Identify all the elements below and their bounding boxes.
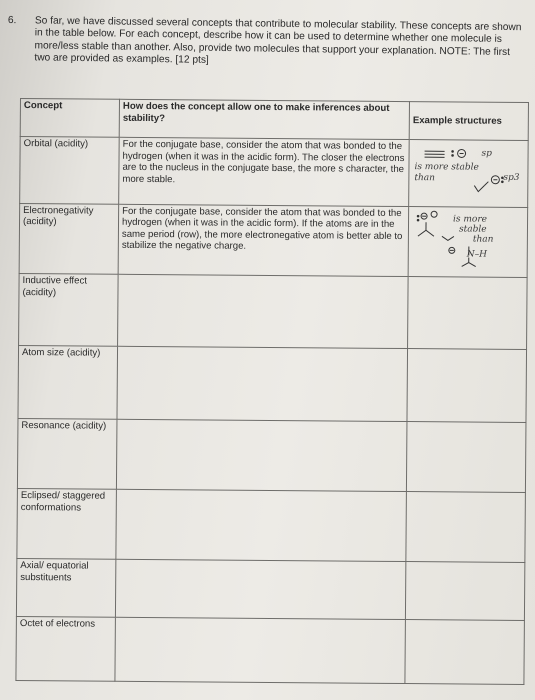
table-row (17, 419, 526, 493)
hand-than: than (414, 173, 435, 184)
concept-cell: Eclipsed/ staggered conformations (17, 489, 117, 560)
example-cell[interactable] (409, 140, 529, 208)
table-row (18, 346, 527, 423)
hand-sp3: sp3 (503, 172, 520, 183)
table-row (19, 274, 528, 350)
how-cell[interactable] (116, 489, 407, 561)
example-cell[interactable] (405, 562, 524, 621)
how-cell: For the conjugate base, consider the atom that was bonded to the hydrogen (when it was in the acidic form). The closer the electrons are to the nucleus in the conjugate base, the more s character, the more stable. (119, 137, 410, 206)
hand-more-stable: is more stable (414, 162, 479, 173)
hand-sp: sp (481, 148, 493, 159)
table-row (17, 489, 526, 563)
example-cell[interactable] (408, 277, 528, 350)
header-example: Example structures (409, 102, 528, 141)
table-row (16, 617, 524, 685)
how-cell: For the conjugate base, consider the atom that was bonded to the hydrogen (when it was in the acidic form). If the atoms are in the same period (row), the more electronegative atom is better able to stabilize the negative charge. (118, 204, 409, 277)
concept-cell: Axial/ equatorial substituents (16, 559, 115, 618)
example-cell[interactable] (407, 349, 527, 423)
concept-cell: Atom size (acidity) (18, 346, 118, 420)
concept-cell: Octet of electrons (16, 617, 115, 682)
concept-cell: Resonance (acidity) (17, 419, 117, 490)
how-cell[interactable] (115, 617, 405, 683)
example-cell[interactable] (406, 492, 526, 563)
table-row (20, 137, 529, 208)
hand-stable: stable (458, 224, 487, 235)
table-row (16, 559, 524, 621)
how-cell[interactable] (115, 559, 405, 619)
how-cell[interactable] (116, 419, 407, 491)
concept-cell: Orbital (acidity) (20, 137, 120, 204)
question-number: 6. (7, 15, 17, 27)
header-row (20, 99, 528, 141)
header-concept: Concept (20, 99, 119, 138)
hand-is-more: is more (453, 213, 488, 225)
table-row (19, 203, 528, 278)
stability-table (15, 98, 529, 685)
example-cell[interactable] (406, 422, 526, 493)
concept-cell: Electronegativity (acidity) (19, 203, 119, 274)
question-text: So far, we have discussed several concepts that contribute to molecular stability. These concepts are shown in the table below. For each concept, describe how it can be used to determine whether one molecule is more/less stable than another. Also, provide two molecules that support your explanation. NOTE: The first two are provided as examples. [12 pts] (34, 15, 522, 67)
how-cell[interactable] (118, 274, 409, 348)
header-how: How does the concept allow one to make inferences about stability? (119, 99, 409, 139)
hand-than: than (472, 234, 494, 245)
hand-amine: N–H (466, 249, 488, 260)
question-6 (7, 15, 528, 72)
concept-cell: Inductive effect (acidity) (19, 274, 119, 347)
example-cell[interactable] (408, 206, 528, 278)
how-cell[interactable] (117, 346, 408, 421)
example-cell[interactable] (405, 620, 524, 685)
